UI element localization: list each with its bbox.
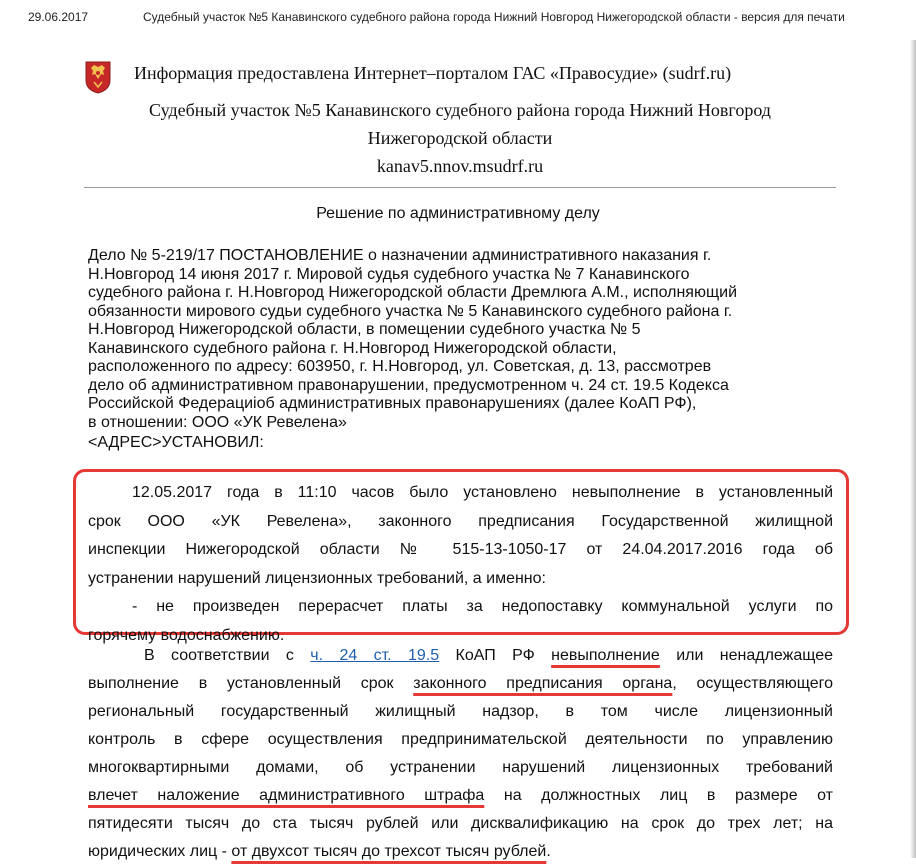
body-line xyxy=(88,642,833,670)
russian-coat-of-arms-icon xyxy=(85,60,111,94)
underlined-phrase: законного предписания органа xyxy=(413,675,673,692)
body-text-segment: . xyxy=(546,843,551,860)
fact-line: инспекции Нижегородской области № 515-13-1050-17 от 24.04.2017.2016 года об xyxy=(88,541,833,558)
body-line xyxy=(88,782,833,810)
case-line: Н.Новгород 14 июня 2017 г. Мировой судья судебного участка № 7 Канавинского xyxy=(88,265,690,283)
case-line: <АДРЕС>УСТАНОВИЛ: xyxy=(88,434,264,451)
case-line: Российской Федерациioб административных правонарушениях (далее КоАП РФ), xyxy=(88,395,697,412)
case-intro xyxy=(88,247,848,453)
body-text-segment: КоАП РФ xyxy=(439,647,552,664)
body-text-segment: или ненадлежащее xyxy=(659,647,834,664)
case-line: в отношении: ООО «УК Ревелена» xyxy=(88,413,347,431)
body-text-segment: выполнение в установленный срок xyxy=(88,675,414,692)
court-name-line1: Судебный участок №5 Канавинского судебного района города Нижний Новгород xyxy=(149,100,771,120)
court-header xyxy=(80,96,840,180)
established-facts xyxy=(88,479,833,650)
case-line: судебного района г. Н.Новгород Нижегородской области Дремлюга А.М., исполняющий xyxy=(88,284,738,301)
fact-line: горячему водоснабжению. xyxy=(88,626,285,644)
court-name-line2: Нижегородской области xyxy=(367,128,553,148)
document-title: Решение по административному делу xyxy=(316,205,600,222)
print-date: 29.06.2017 xyxy=(28,10,89,24)
divider xyxy=(84,187,836,188)
underlined-phrase: от двухсот тысяч до трехсот тысяч рублей xyxy=(231,843,547,860)
body-text-segment: , осуществляющего xyxy=(672,675,834,692)
body-line xyxy=(88,838,833,866)
court-site: kanav5.nnov.msudrf.ru xyxy=(376,156,544,176)
print-header xyxy=(0,10,916,28)
case-line: Дело № 5-219/17 ПОСТАНОВЛЕНИЕ о назначении административного наказания г. xyxy=(88,247,712,264)
body-line: контроль в сфере осуществления предпринимательской деятельности по управлению xyxy=(88,731,833,748)
fact-line: устранении нарушений лицензионных требований, а именно: xyxy=(88,569,546,587)
portal-info-text: Информация предоставлена Интернет–порталом ГАС «Правосудие» (sudrf.ru) xyxy=(134,63,732,83)
body-text-segment: В соответствии с xyxy=(144,647,311,664)
body-line: пятидесяти тысяч до ста тысяч рублей или дисквалификацию на срок до трех лет; на xyxy=(88,815,833,832)
case-line: Канавинского судебного района г. Н.Новгород Нижегородской области, xyxy=(88,339,617,357)
case-line: расположенного по адресу: 603950, г. Н.Новгород, ул. Советская, д. 13, рассмотрев xyxy=(88,358,712,375)
legal-basis xyxy=(88,642,833,866)
fact-line: - не произведен перерасчет платы за недопоставку коммунальной услуги по xyxy=(132,598,833,615)
body-line: региональный государственный жилищный надзор, в том числе лицензионный xyxy=(88,703,833,720)
case-line: дело об административном правонарушении, предусмотренном ч. 24 ст. 19.5 Кодекса xyxy=(88,376,729,394)
body-line xyxy=(88,670,833,698)
fact-line: срок ООО «УК Ревелена», законного предписания Государственной жилищной xyxy=(88,512,833,530)
body-text-segment: юридических лиц - xyxy=(88,843,232,860)
fact-line: 12.05.2017 года в 11:10 часов было установлено невыполнение в установленный xyxy=(132,484,833,501)
body-line: многоквартирными домами, об устранении нарушений лицензионных требований xyxy=(88,759,833,776)
underlined-phrase: влечет наложение административного штрафа xyxy=(88,787,485,804)
underlined-phrase: невыполнение xyxy=(551,647,660,664)
case-line: обязанности мирового судьи судебного участка № 5 Канавинского судебного района г. xyxy=(88,302,733,320)
case-line: Н.Новгород Нижегородской области, в помещении судебного участка № 5 xyxy=(88,321,641,338)
article-link[interactable]: ч. 24 ст. 19.5 xyxy=(310,647,440,664)
page-edge-shadow xyxy=(910,40,916,858)
print-title: Судебный участок №5 Канавинского судебного района города Нижний Новгород Нижегородской области - версия для печати xyxy=(143,10,845,24)
body-text-segment: на должностных лиц в размере от xyxy=(484,787,834,804)
